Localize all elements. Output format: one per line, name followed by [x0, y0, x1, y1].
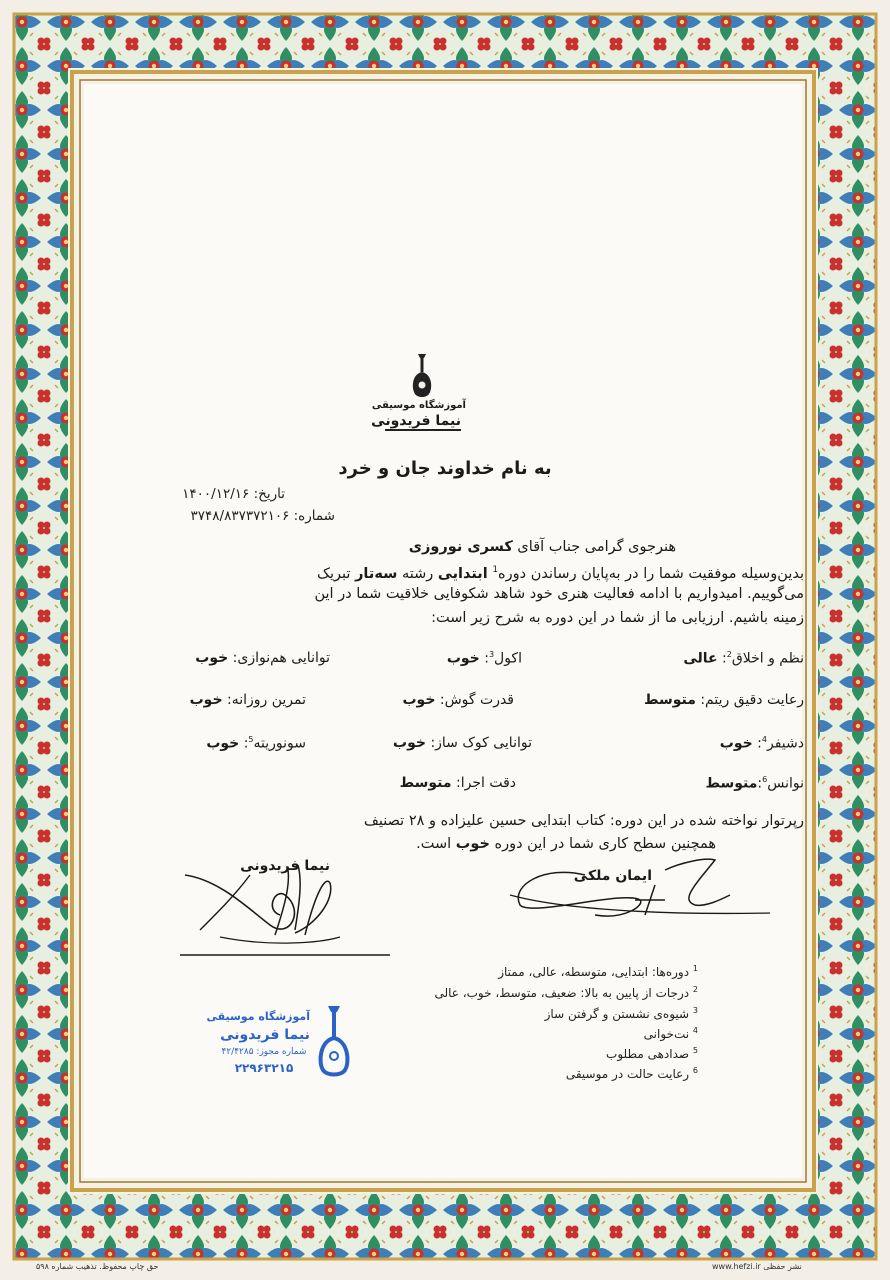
grade-label: رعایت دقیق ریتم: [700, 692, 804, 708]
signature-left [180, 855, 395, 960]
number-value: ۳۷۴۸/۸۳۷۳۷۲۱۰۶ [190, 508, 290, 524]
grade-sup: 2 [726, 650, 732, 659]
sitar-logo-icon [407, 352, 437, 400]
grade-value: متوسط [643, 692, 696, 708]
footnote-text: درجات از پایین به بالا: ضعیف، متوسط، خوب، عالی [434, 986, 690, 1000]
body-line-3: زمینه باشیم. ارزیابی ما از شما در این دوره به شرح زیر است: [431, 610, 804, 626]
body-line-1 [317, 559, 804, 586]
body-line-1-part-e: تبریک [317, 565, 351, 582]
footnote-number: 1 [692, 964, 698, 973]
logo-line-2: نیما فریدونی [371, 413, 461, 429]
signature-right [505, 845, 775, 930]
grade-posture: اکول$^3$: خوب [446, 650, 522, 667]
footnote-number: 3 [692, 1006, 698, 1015]
grade-sonority: سونوریته$^5$: خوب [206, 735, 306, 752]
greeting-line [409, 536, 676, 559]
grade-discipline: نظم و اخلاق$^2$: عالی [683, 650, 804, 667]
footnote-text: صدادهی مطلوب [606, 1047, 690, 1061]
grade-label: تمرین روزانه: [226, 692, 306, 708]
grade-value: عالی [683, 650, 718, 667]
grade-value: خوب [195, 650, 229, 666]
grade-label: دشیفر [767, 735, 804, 752]
footer-copyright: حق چاپ محفوظ. تذهیب شماره ۵۹۸ [36, 1262, 159, 1271]
grade-value: خوب [393, 735, 426, 751]
grade-label: نظم و اخلاق [731, 650, 804, 667]
level-suffix: است. [416, 836, 452, 852]
footnote-6 [566, 1066, 698, 1081]
footnote-number: 6 [692, 1066, 698, 1075]
grade-sup: 4 [761, 735, 767, 744]
grade-ear [402, 692, 514, 708]
body-line-1-part-c: رشته [401, 565, 434, 582]
footnote-number: 5 [692, 1046, 698, 1055]
body-line-1-part-a: بدین‌وسیله موفقیت شما را در به‌پایان رساندن دوره [498, 565, 804, 582]
greeting-prefix: هنرجوی گرامی جناب آقای [517, 539, 676, 555]
instrument-name: سه‌تار [355, 565, 398, 582]
grade-value: متوسط [399, 775, 452, 791]
logo-line-1: آموزشگاه موسیقی [371, 400, 466, 411]
date-value: ۱۴۰۰/۱۲/۱۶ [182, 486, 250, 502]
footnote-5 [606, 1046, 698, 1061]
grade-sup: 6 [762, 775, 768, 784]
number-label: شماره: [293, 508, 335, 524]
stamp-line-1: آموزشگاه موسیقی [206, 1010, 310, 1023]
footnote-1 [498, 964, 698, 979]
grade-sup: 3 [488, 650, 495, 659]
footnote-text: شیوه‌ی نشستن و گرفتن ساز [544, 1007, 690, 1021]
grade-rhythm [644, 692, 804, 708]
signer-left-name: نیما فریدونی [240, 858, 330, 874]
grade-tuning [393, 735, 532, 751]
grade-sight-reading: دشیفر$^4$: خوب [719, 735, 804, 752]
body-line-2: می‌گوییم. امیدواریم با ادامه فعالیت هنری خود شاهد شکوفایی خلاقیت شما در این [314, 586, 804, 602]
footnote-number: 2 [692, 985, 698, 994]
grade-label: سونوریته [253, 735, 306, 752]
grade-practice [190, 692, 306, 708]
footnote-4 [644, 1026, 698, 1041]
footnote-2 [434, 985, 698, 1000]
page-title: به نام خداوند جان و خرد [338, 458, 552, 479]
footnote-text: نت‌خوانی [643, 1027, 690, 1041]
stamp-line-2: نیما فریدونی [220, 1027, 310, 1043]
stamp-line-3: شماره مجوز: ۴۲/۴۲۸۵ [221, 1047, 307, 1057]
footnote-text: دوره‌ها: ابتدایی، متوسطه، عالی، ممتاز [498, 965, 690, 979]
grade-value: خوب [719, 735, 753, 752]
grade-label: نوانس [767, 775, 804, 792]
stamp-sitar-icon [314, 1004, 354, 1080]
footer-publisher: www.hefzi.ir نشر حفظی [712, 1262, 802, 1271]
grade-label: قدرت گوش: [439, 692, 514, 708]
footnote-ref-1: 1 [492, 565, 499, 575]
signer-right-name: ایمان ملکی [573, 868, 652, 884]
grade-nuance: نوانس$^6$:متوسط [705, 775, 804, 792]
number-line [191, 508, 335, 524]
date-line [182, 486, 285, 502]
stamp-phone: ۲۲۹۶۳۲۱۵ [234, 1061, 294, 1075]
grade-value: خوب [402, 692, 436, 708]
student-name: کسری نوروزی [408, 539, 513, 555]
repertoire-line: رپرتوار نواخته شده در این دوره: کتاب ابتدایی حسین علیزاده و ۲۸ تصنیف [363, 813, 804, 829]
grade-label: توانایی کوک ساز: [430, 735, 532, 751]
grade-label: اکول [494, 650, 522, 667]
course-level: ابتدایی [437, 565, 488, 582]
grade-value: خوب [446, 650, 480, 667]
grade-ensemble [195, 650, 330, 666]
footnote-number: 4 [692, 1026, 698, 1035]
level-value: خوب [455, 836, 490, 852]
grade-value: متوسط [705, 775, 758, 792]
level-prefix: همچنین سطح کاری شما در این دوره [494, 836, 716, 852]
grade-label: دقت اجرا: [456, 775, 516, 791]
date-label: تاریخ: [253, 486, 285, 502]
grade-sup: 5 [248, 735, 254, 744]
grade-label: توانایی هم‌نوازی: [232, 650, 330, 666]
footnote-text: رعایت حالت در موسیقی [565, 1067, 690, 1081]
footnote-3 [545, 1006, 698, 1021]
grade-value: خوب [189, 692, 223, 708]
grade-precision [400, 775, 516, 791]
grade-value: خوب [206, 735, 240, 752]
